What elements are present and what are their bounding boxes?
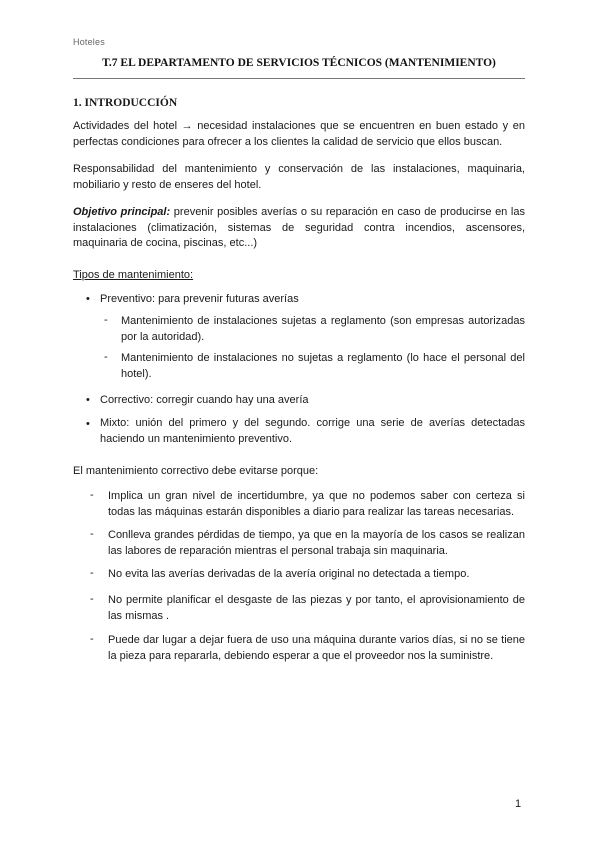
dash-icon: - bbox=[90, 593, 94, 605]
bullet-icon: • bbox=[86, 293, 90, 305]
dash-icon: - bbox=[90, 528, 94, 540]
bullet-icon: • bbox=[86, 418, 90, 430]
paragraph-objetivo bbox=[73, 205, 525, 252]
list-item-preventivo-sub2: Mantenimiento de instalaciones no sujetas a reglamento (lo hace el personal del hotel). bbox=[121, 352, 525, 380]
list-item-mixto: Mixto: unión del primero y del segundo. corrige una serie de averías detectadas haciendo un mantenimiento preventivo. bbox=[100, 417, 525, 445]
tipos-heading: Tipos de mantenimiento: bbox=[73, 269, 194, 281]
list-item-preventivo: Preventivo: para prevenir futuras averías bbox=[100, 293, 299, 305]
title-divider bbox=[73, 78, 525, 79]
section-heading: 1. INTRODUCCIÓN bbox=[73, 97, 178, 109]
document-title: T.7 EL DEPARTAMENTO DE SERVICIOS TÉCNICOS (MANTENIMIENTO) bbox=[102, 57, 496, 69]
dash-icon: - bbox=[90, 567, 94, 579]
dash-icon: - bbox=[104, 351, 108, 363]
paragraph-actividades: Actividades del hotel → necesidad instalaciones que se encuentren en buen estado y en perfectas condiciones para ofrecer a los clientes la calidad de servicio que ellos buscan. bbox=[73, 120, 525, 148]
correctivo-item-4: No permite planificar el desgaste de las piezas y por tanto, el aprovisionamiento de las mismas . bbox=[108, 594, 525, 622]
objetivo-label: Objetivo principal: bbox=[73, 206, 171, 218]
dash-icon: - bbox=[104, 314, 108, 326]
correctivo-intro: El mantenimiento correctivo debe evitarse porque: bbox=[73, 465, 319, 477]
paragraph-responsabilidad: Responsabilidad del mantenimiento y conservación de las instalaciones, maquinaria, mobiliario y resto de enseres del hotel. bbox=[73, 163, 525, 191]
running-header: Hoteles bbox=[73, 37, 105, 47]
correctivo-item-1: Implica un gran nivel de incertidumbre, ya que no podemos saber con certeza si todas las máquinas estarán disponibles a diario para realizar las tareas necesarias. bbox=[108, 490, 525, 518]
bullet-icon: • bbox=[86, 394, 90, 406]
objetivo-text: prevenir posibles averías o su reparación en caso de producirse en las instalaciones (climatización, sistemas de seguridad contra incendios, ascensores, maquinaria de cocina, piscinas, etc...) bbox=[73, 206, 525, 249]
correctivo-item-2: Conlleva grandes pérdidas de tiempo, ya que en la mayoría de los casos se realizan las labores de reparación mientras el personal trabaja sin maquinaria. bbox=[108, 529, 525, 557]
list-item-preventivo-sub1: Mantenimiento de instalaciones sujetas a reglamento (son empresas autorizadas por la autoridad). bbox=[121, 315, 525, 343]
page-number: 1 bbox=[515, 798, 522, 810]
dash-icon: - bbox=[90, 489, 94, 501]
correctivo-item-3: No evita las averías derivadas de la avería original no detectada a tiempo. bbox=[108, 568, 470, 580]
dash-icon: - bbox=[90, 633, 94, 645]
list-item-correctivo: Correctivo: corregir cuando hay una avería bbox=[100, 394, 309, 406]
correctivo-item-5: Puede dar lugar a dejar fuera de uso una máquina durante varios días, si no se tiene la pieza para repararla, debiendo esperar a que el proveedor nos la suministre. bbox=[108, 634, 525, 662]
